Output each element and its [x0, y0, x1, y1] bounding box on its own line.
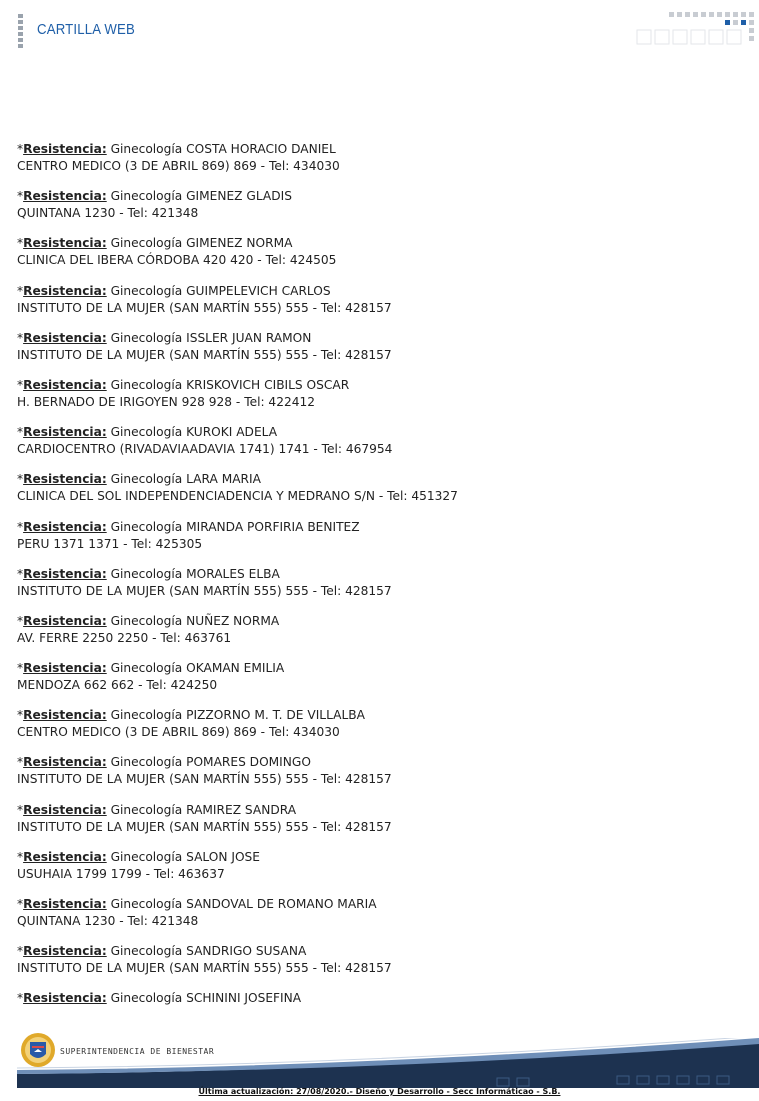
- city-label: Resistencia:: [23, 377, 107, 392]
- city-label: Resistencia:: [23, 849, 107, 864]
- provider-name: SCHININI JOSEFINA: [186, 991, 302, 1006]
- provider-name: LARA MARIA: [186, 472, 261, 487]
- specialty: Ginecología: [110, 661, 183, 676]
- entry-heading: *Resistencia: Ginecología COSTA HORACIO DANIEL: [17, 142, 336, 156]
- provider-name: OKAMAN EMILIA: [186, 661, 285, 676]
- page-title: CARTILLA WEB: [37, 21, 135, 38]
- provider-name: RAMIREZ SANDRA: [186, 802, 297, 817]
- provider-name: NUÑEZ NORMA: [186, 613, 280, 628]
- provider-name: SANDRIGO SUSANA: [186, 944, 307, 959]
- specialty: Ginecología: [110, 802, 183, 817]
- city-label: Resistencia:: [23, 236, 107, 251]
- list-item: [17, 424, 737, 471]
- city-label: Resistencia:: [23, 519, 107, 534]
- city-label: Resistencia:: [23, 330, 107, 345]
- provider-address: CENTRO MEDICO (3 DE ABRIL 869) 869 - Tel: 434030: [17, 725, 340, 740]
- city-label: Resistencia:: [23, 566, 107, 581]
- provider-address: INSTITUTO DE LA MUJER (SAN MARTÍN 555) 555 - Tel: 428157: [17, 347, 392, 362]
- list-item: [17, 377, 737, 424]
- city-label: Resistencia:: [23, 472, 107, 487]
- provider-address: USUHAIA 1799 1799 - Tel: 463637: [17, 866, 225, 881]
- provider-name: GIMENEZ NORMA: [186, 236, 293, 251]
- provider-name: SALON JOSE: [186, 849, 260, 864]
- entry-heading: *Resistencia: Ginecología OKAMAN EMILIA: [17, 661, 285, 676]
- city-label: Resistencia:: [23, 425, 107, 440]
- entry-heading: *Resistencia: Ginecología KRISKOVICH CIBILS OSCAR: [17, 377, 350, 392]
- list-item: [17, 566, 737, 613]
- specialty: Ginecología: [110, 519, 183, 534]
- list-item: [17, 471, 737, 518]
- city-label: Resistencia:: [23, 755, 107, 770]
- provider-name: ISSLER JUAN RAMON: [186, 330, 312, 345]
- city-label: Resistencia:: [23, 802, 107, 817]
- entry-heading: *Resistencia: Ginecología SALON JOSE: [17, 849, 260, 864]
- specialty: Ginecología: [110, 613, 183, 628]
- city-label: Resistencia:: [23, 189, 107, 204]
- list-item: [17, 613, 737, 660]
- city-label: Resistencia:: [23, 944, 107, 959]
- footer-wave-band: [17, 1038, 759, 1088]
- last-updated-note: Última actualización: 27/08/2020.- Diseño y Desarrollo - Secc Informáticao - S.B.: [198, 1087, 561, 1096]
- provider-name: GUIMPELEVICH CARLOS: [186, 283, 331, 298]
- provider-name: SANDOVAL DE ROMANO MARIA: [186, 897, 377, 911]
- list-item: [17, 141, 737, 188]
- specialty: Ginecología: [110, 991, 183, 1006]
- provider-address: H. BERNADO DE IRIGOYEN 928 928 - Tel: 422412: [17, 394, 315, 409]
- city-label: Resistencia:: [23, 613, 107, 628]
- organization-seal-icon: [20, 1032, 56, 1068]
- provider-address: MENDOZA 662 662 - Tel: 424250: [17, 678, 218, 693]
- entry-heading: *Resistencia: Ginecología MIRANDA PORFIRIA BENITEZ: [17, 519, 360, 534]
- entry-heading: *Resistencia: Ginecología SANDOVAL DE ROMANO MARIA: [17, 897, 377, 911]
- specialty: Ginecología: [110, 849, 183, 864]
- entry-heading: *Resistencia: Ginecología RAMIREZ SANDRA: [17, 802, 297, 817]
- list-item: [17, 235, 737, 282]
- entry-heading: *Resistencia: Ginecología NUÑEZ NORMA: [17, 613, 280, 628]
- provider-address: INSTITUTO DE LA MUJER (SAN MARTÍN 555) 555 - Tel: 428157: [17, 583, 392, 598]
- specialty: Ginecología: [110, 330, 183, 345]
- entry-heading: *Resistencia: Ginecología ISSLER JUAN RAMON: [17, 330, 312, 345]
- city-label: Resistencia:: [23, 897, 107, 911]
- provider-name: MIRANDA PORFIRIA BENITEZ: [186, 519, 360, 534]
- entry-heading: *Resistencia: Ginecología SCHININI JOSEFINA: [17, 991, 302, 1006]
- page-header: [0, 0, 759, 60]
- entry-heading: *Resistencia: Ginecología POMARES DOMINGO: [17, 755, 311, 770]
- provider-address: AV. FERRE 2250 2250 - Tel: 463761: [17, 630, 232, 645]
- provider-address: CENTRO MEDICO (3 DE ABRIL 869) 869 - Tel: 434030: [17, 159, 340, 173]
- list-item: [17, 188, 737, 235]
- specialty: Ginecología: [110, 142, 183, 156]
- provider-list: [17, 141, 737, 1038]
- header-bar-decoration: [18, 14, 23, 48]
- provider-name: GIMENEZ GLADIS: [186, 189, 292, 204]
- provider-address: INSTITUTO DE LA MUJER (SAN MARTÍN 555) 555 - Tel: 428157: [17, 819, 392, 834]
- list-item: [17, 707, 737, 754]
- list-item: [17, 802, 737, 849]
- organization-name: SUPERINTENDENCIA DE BIENESTAR: [60, 1047, 215, 1056]
- specialty: Ginecología: [110, 944, 183, 959]
- list-item: [17, 754, 737, 801]
- list-item: [17, 660, 737, 707]
- list-item: [17, 943, 737, 990]
- entry-heading: *Resistencia: Ginecología GUIMPELEVICH CARLOS: [17, 283, 331, 298]
- provider-name: PIZZORNO M. T. DE VILLALBA: [186, 708, 365, 723]
- provider-address: INSTITUTO DE LA MUJER (SAN MARTÍN 555) 555 - Tel: 428157: [17, 300, 392, 315]
- provider-address: CLINICA DEL SOL INDEPENDENCIADENCIA Y MEDRANO S/N - Tel: 451327: [17, 489, 458, 504]
- specialty: Ginecología: [110, 755, 183, 770]
- provider-address: PERU 1371 1371 - Tel: 425305: [17, 536, 203, 551]
- list-item: [17, 896, 737, 943]
- provider-name: KUROKI ADELA: [186, 425, 278, 440]
- specialty: Ginecología: [110, 283, 183, 298]
- specialty: Ginecología: [110, 566, 183, 581]
- city-label: Resistencia:: [23, 283, 107, 298]
- provider-address: CARDIOCENTRO (RIVADAVIAADAVIA 1741) 1741 - Tel: 467954: [17, 442, 393, 457]
- entry-heading: *Resistencia: Ginecología GIMENEZ GLADIS: [17, 189, 292, 204]
- provider-address: CLINICA DEL IBERA CÓRDOBA 420 420 - Tel: 424505: [17, 253, 337, 268]
- entry-heading: *Resistencia: Ginecología MORALES ELBA: [17, 566, 280, 581]
- city-label: Resistencia:: [23, 142, 107, 156]
- specialty: Ginecología: [110, 472, 183, 487]
- city-label: Resistencia:: [23, 991, 107, 1006]
- entry-heading: *Resistencia: Ginecología LARA MARIA: [17, 472, 261, 487]
- list-item: [17, 330, 737, 377]
- specialty: Ginecología: [110, 236, 183, 251]
- city-label: Resistencia:: [23, 661, 107, 676]
- specialty: Ginecología: [110, 708, 183, 723]
- provider-address: INSTITUTO DE LA MUJER (SAN MARTÍN 555) 555 - Tel: 428157: [17, 961, 392, 976]
- provider-address: QUINTANA 1230 - Tel: 421348: [17, 914, 199, 928]
- provider-name: MORALES ELBA: [186, 566, 280, 581]
- provider-name: KRISKOVICH CIBILS OSCAR: [186, 377, 350, 392]
- provider-address: QUINTANA 1230 - Tel: 421348: [17, 206, 199, 221]
- specialty: Ginecología: [110, 189, 183, 204]
- list-item: [17, 519, 737, 566]
- entry-heading: *Resistencia: Ginecología KUROKI ADELA: [17, 425, 278, 440]
- list-item: [17, 283, 737, 330]
- specialty: Ginecología: [110, 897, 183, 911]
- entry-heading: *Resistencia: Ginecología SANDRIGO SUSANA: [17, 944, 307, 959]
- provider-name: POMARES DOMINGO: [186, 755, 311, 770]
- specialty: Ginecología: [110, 425, 183, 440]
- entry-heading: *Resistencia: Ginecología GIMENEZ NORMA: [17, 236, 293, 251]
- page-footer: [0, 1026, 759, 1101]
- header-grid-decoration: [629, 10, 759, 50]
- specialty: Ginecología: [110, 377, 183, 392]
- provider-address: INSTITUTO DE LA MUJER (SAN MARTÍN 555) 555 - Tel: 428157: [17, 772, 392, 787]
- provider-name: COSTA HORACIO DANIEL: [186, 142, 336, 156]
- entry-heading: *Resistencia: Ginecología PIZZORNO M. T. DE VILLALBA: [17, 708, 365, 723]
- city-label: Resistencia:: [23, 708, 107, 723]
- list-item: [17, 849, 737, 896]
